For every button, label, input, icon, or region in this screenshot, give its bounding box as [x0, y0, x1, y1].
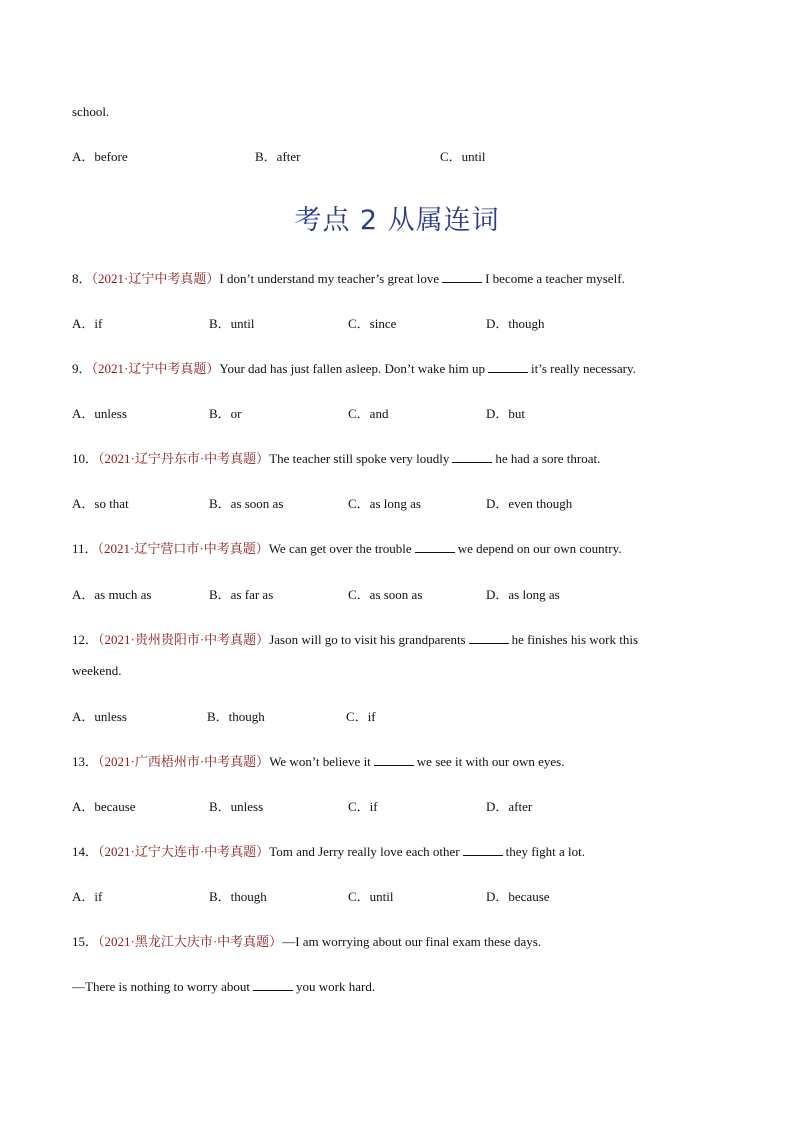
q13-option-c: C．if — [348, 799, 378, 814]
q10-option-c: C．as long as — [348, 496, 421, 511]
question-number: 15． — [72, 934, 99, 949]
answer-blank — [469, 632, 509, 644]
question-10 — [72, 451, 600, 467]
question-text-pre: We won’t believe it — [269, 754, 371, 769]
q14-option-c: C．until — [348, 889, 394, 904]
question-text-pre: Tom and Jerry really love each other — [269, 844, 460, 859]
q14-option-b: B．though — [209, 889, 267, 904]
question-number: 8． — [72, 271, 92, 286]
question-number: 12． — [72, 632, 99, 647]
question-11 — [72, 541, 621, 557]
intro-option-a: A．before — [72, 149, 128, 164]
q12-option-a: A．unless — [72, 709, 127, 724]
question-14 — [72, 844, 585, 860]
q9-option-d: D．but — [486, 406, 526, 421]
q11-option-b: B．as far as — [209, 587, 274, 602]
question-source: （2021·黑龙江大庆市·中考真题） — [98, 934, 283, 949]
intro-option-c: C．until — [440, 149, 486, 164]
q9-option-b: B．or — [209, 406, 242, 421]
q14-option-d: D．because — [486, 889, 550, 904]
section-title: 考点 2 从属连词 — [294, 205, 500, 236]
q10-option-d: D．even though — [486, 496, 573, 511]
question-13 — [72, 754, 564, 770]
answer-blank — [415, 541, 455, 553]
question-text-pre: —There is nothing to worry about — [72, 979, 250, 994]
intro-option-b: B．after — [255, 149, 301, 164]
question-number: 11． — [72, 541, 98, 556]
question-source: （2021·辽宁中考真题） — [91, 271, 220, 286]
question-number: 14． — [72, 844, 99, 859]
intro-tail-text: school. — [72, 104, 110, 119]
question-text-pre: We can get over the trouble — [268, 541, 412, 556]
question-12-continuation: weekend. — [72, 663, 122, 678]
q9-option-c: C．and — [348, 406, 389, 421]
q8-option-a: A．if — [72, 316, 103, 331]
answer-blank — [442, 271, 482, 283]
q12-option-c: C．if — [346, 709, 376, 724]
q11-option-d: D．as long as — [486, 587, 560, 602]
question-number: 10． — [72, 451, 99, 466]
q8-option-c: C．since — [348, 316, 397, 331]
question-number: 9． — [72, 361, 92, 376]
q8-option-d: D．though — [486, 316, 545, 331]
q10-option-a: A．so that — [72, 496, 129, 511]
answer-blank — [452, 451, 492, 463]
q13-option-d: D．after — [486, 799, 533, 814]
answer-blank — [488, 361, 528, 373]
question-source: （2021·辽宁丹东市·中考真题） — [98, 451, 270, 466]
q11-option-a: A．as much as — [72, 587, 152, 602]
question-number: 13． — [72, 754, 99, 769]
question-source: （2021·贵州贵阳市·中考真题） — [98, 632, 270, 647]
q12-option-b: B．though — [207, 709, 265, 724]
question-text-pre: Your dad has just fallen asleep. Don’t wake him up — [219, 361, 485, 376]
question-text-post: he had a sore throat. — [495, 451, 601, 466]
question-15-continuation — [72, 979, 375, 995]
answer-blank — [253, 979, 293, 991]
question-8 — [72, 271, 625, 287]
question-text-post: it’s really necessary. — [530, 361, 636, 376]
question-9 — [72, 361, 636, 377]
question-text-post: we see it with our own eyes. — [416, 754, 565, 769]
question-text-post: he finishes his work this — [511, 632, 639, 647]
answer-blank — [374, 754, 414, 766]
question-source: （2021·辽宁中考真题） — [91, 361, 220, 376]
question-source: （2021·辽宁大连市·中考真题） — [98, 844, 270, 859]
question-text-post: we depend on our own country. — [457, 541, 622, 556]
question-text-post: you work hard. — [296, 979, 376, 994]
question-text-pre: I don’t understand my teacher’s great love — [219, 271, 440, 286]
question-15 — [72, 934, 541, 950]
q8-option-b: B．until — [209, 316, 255, 331]
question-text-post: I become a teacher myself. — [485, 271, 625, 286]
q9-option-a: A．unless — [72, 406, 127, 421]
q13-option-b: B．unless — [209, 799, 264, 814]
answer-blank — [463, 844, 503, 856]
question-text-pre: —I am worrying about our final exam these days. — [282, 934, 542, 949]
question-text-pre: The teacher still spoke very loudly — [269, 451, 450, 466]
q14-option-a: A．if — [72, 889, 103, 904]
question-source: （2021·辽宁营口市·中考真题） — [97, 541, 269, 556]
q10-option-b: B．as soon as — [209, 496, 284, 511]
q11-option-c: C．as soon as — [348, 587, 423, 602]
question-text-post: they fight a lot. — [505, 844, 586, 859]
q13-option-a: A．because — [72, 799, 136, 814]
question-source: （2021·广西梧州市·中考真题） — [98, 754, 270, 769]
question-12 — [72, 632, 638, 648]
question-text-pre: Jason will go to visit his grandparents — [269, 632, 466, 647]
